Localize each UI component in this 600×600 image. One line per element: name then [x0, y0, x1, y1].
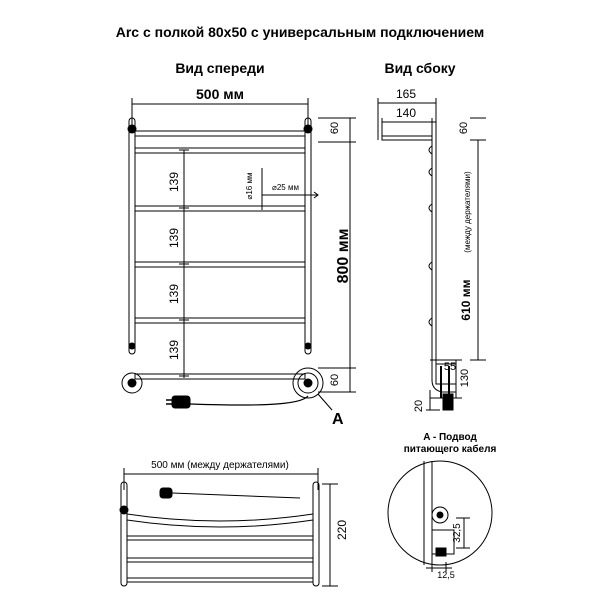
side-holder-distance-note: (между держателями): [463, 171, 472, 253]
side-view: [378, 98, 486, 413]
top-view-width-label: 500 мм (между держателями): [151, 460, 289, 471]
front-view: [122, 98, 356, 410]
front-bottom-offset: 60: [329, 373, 341, 387]
holder-top-right: [304, 125, 312, 133]
top-view: [120, 468, 338, 586]
detail-title-line2: питающего кабеля: [403, 444, 497, 455]
side-view-heading: Вид сбоку: [384, 60, 456, 76]
front-width-label: 500 мм: [196, 86, 244, 102]
side-depth-inner: 140: [395, 106, 417, 120]
shelf-left-post: [121, 482, 127, 586]
detail-a: [388, 461, 492, 572]
side-holder-distance: 610 мм: [459, 279, 473, 321]
holder-top-left: [128, 125, 136, 133]
side-base-offset: 20: [413, 399, 425, 413]
holder-mid-right: [305, 343, 311, 349]
front-top-offset: 60: [329, 121, 341, 135]
power-cable: [190, 396, 308, 405]
pipe-large-diameter: ⌀25 мм: [272, 183, 299, 192]
side-cable-offset: 55: [443, 361, 457, 373]
spacing-1: 139: [167, 171, 181, 193]
bar-4: [135, 262, 305, 267]
front-view-heading: Вид спереди: [175, 60, 265, 76]
cable-plug: [172, 396, 190, 408]
callout-a-label: A: [332, 411, 344, 428]
top-view-height-label: 220: [335, 519, 349, 541]
side-bottom-height: 130: [459, 368, 471, 388]
bar-5: [135, 318, 305, 323]
detail-title-line1: A - Подвод: [423, 432, 477, 443]
page-title: Arc с полкой 80x50 с универсальным подключением: [115, 24, 485, 40]
spacing-3: 139: [167, 283, 181, 305]
spacing-4: 139: [167, 339, 181, 361]
spacing-2: 139: [167, 227, 181, 249]
bar-1: [135, 131, 305, 136]
bar-3: [135, 206, 305, 211]
side-depth-outer: 165: [395, 87, 417, 101]
shelf-right-post: [313, 482, 319, 586]
detail-vertical-dim: 32,5: [452, 523, 463, 543]
bar-2: [135, 148, 305, 153]
bar-6: [135, 374, 305, 379]
holder-mid-left: [129, 343, 135, 349]
detail-horizontal-dim: 12,5: [437, 570, 455, 580]
left-post: [129, 118, 135, 354]
right-post: [305, 118, 311, 354]
pipe-small-diameter: ⌀16 мм: [245, 172, 254, 200]
side-top-offset: 60: [458, 121, 470, 135]
front-height-label: 800 мм: [335, 228, 352, 284]
